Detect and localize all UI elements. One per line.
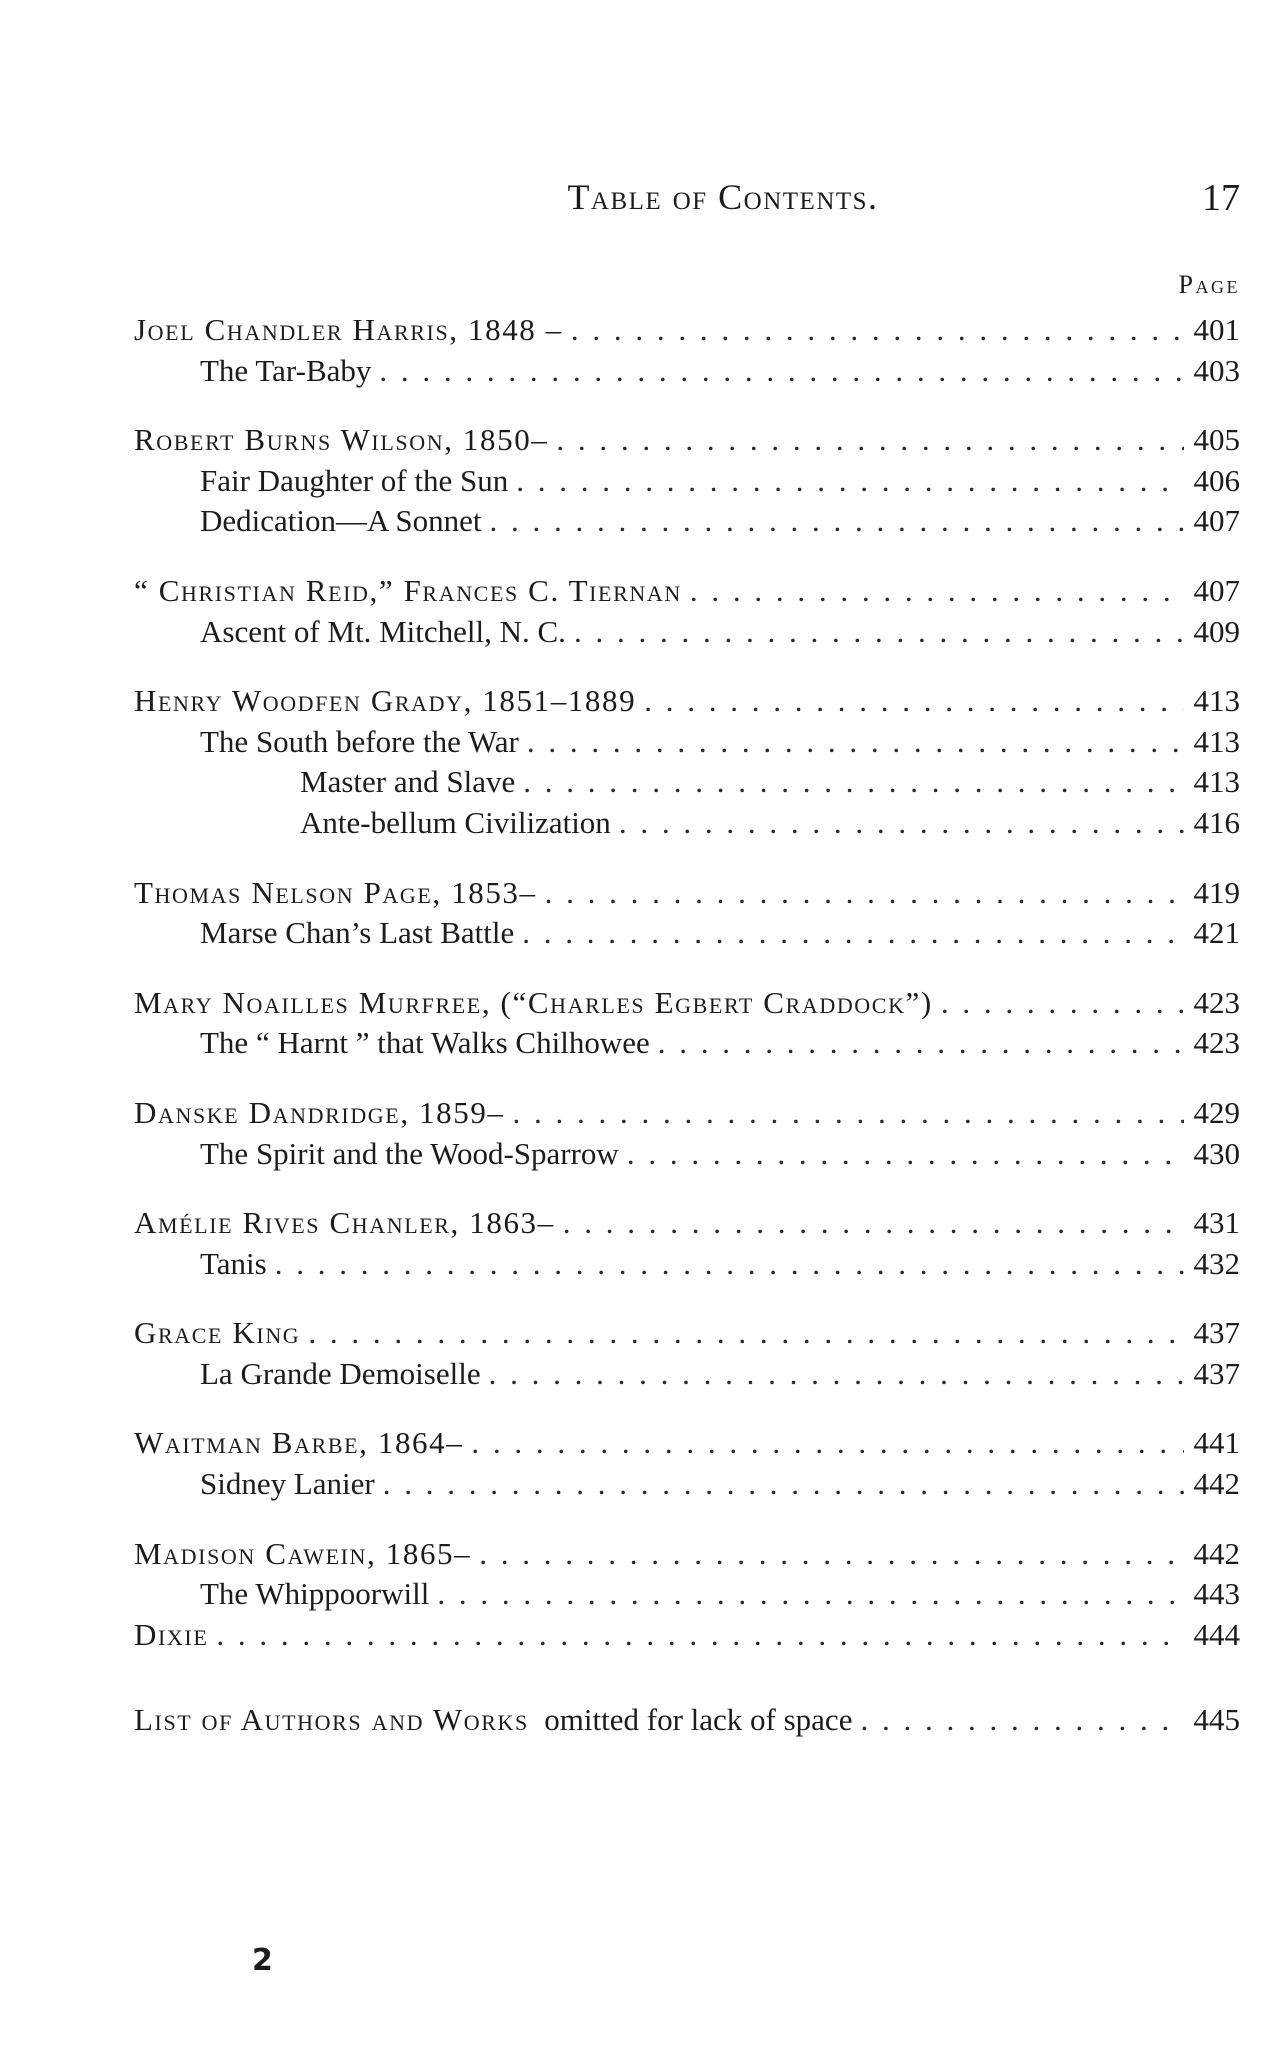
toc-author-line: [134, 873, 1240, 914]
dot-leader: [548, 420, 1184, 461]
page-ref: 444: [1193, 1616, 1240, 1652]
toc-work-line: [134, 803, 1240, 844]
dot-leader: [267, 1244, 1184, 1285]
toc-work-line: [134, 1574, 1240, 1615]
entry-text: Joel Chandler Harris, 1848 –: [134, 312, 563, 347]
toc-author-line: [134, 420, 1240, 461]
entry-text: Madison Cawein, 1865–: [134, 1535, 472, 1571]
toc-author-line: [134, 1534, 1240, 1575]
running-title-text: Table of Contents.: [567, 177, 879, 217]
toc-author-group: [134, 873, 1240, 954]
final-entry-note: omitted for lack of space: [544, 1702, 853, 1737]
toc-author-group: [134, 1313, 1240, 1394]
toc-work-line: [134, 461, 1240, 502]
toc-author-line: [134, 571, 1240, 612]
page-ref: 430: [1193, 1135, 1240, 1171]
page-ref: 406: [1193, 462, 1240, 498]
toc-author-group: [134, 571, 1240, 652]
entry-text: Ascent of Mt. Mitchell, N. C.: [200, 613, 566, 649]
signature-mark: 2: [252, 1943, 273, 1978]
toc-work-line: [134, 1354, 1240, 1395]
toc-work-line: [134, 913, 1240, 954]
toc-author-line: [134, 1313, 1240, 1354]
entry-text: The “ Harnt ” that Walks Chilhowee: [200, 1025, 650, 1061]
running-head: [134, 176, 1240, 226]
dot-leader: [933, 983, 1184, 1024]
toc-work-line: [134, 1134, 1240, 1175]
toc-work-line: [134, 612, 1240, 653]
page-ref: 409: [1193, 613, 1240, 649]
page-column-heading: Page: [1178, 270, 1240, 299]
dot-leader: [515, 762, 1184, 803]
dot-leader: [563, 310, 1184, 351]
toc-work-line: [134, 1244, 1240, 1285]
page-ref: 407: [1193, 572, 1240, 608]
entry-text: Henry Woodfen Grady, 1851–1889: [134, 683, 637, 719]
toc-author-group: [134, 1203, 1240, 1284]
entry-text: Mary Noailles Murfree, (“Charles Egbert Craddock”): [134, 984, 933, 1020]
entry-text: [134, 1700, 852, 1741]
page-ref: 432: [1193, 1245, 1240, 1281]
entry-text: The Spirit and the Wood-Sparrow: [200, 1135, 619, 1171]
dot-leader: [650, 1023, 1184, 1064]
entry-text: Robert Burns Wilson, 1850–: [134, 422, 549, 458]
final-entry-label: List of Authors and Works: [134, 1702, 529, 1737]
toc-author-line: [134, 1203, 1240, 1244]
dot-leader: [566, 612, 1184, 653]
toc-author-group: [134, 1615, 1240, 1656]
toc-author-group: [134, 983, 1240, 1064]
dot-leader: [482, 501, 1184, 542]
dot-leader: [300, 1313, 1184, 1354]
toc-work-line: [134, 1464, 1240, 1505]
toc-author-group: [134, 1534, 1240, 1615]
page-ref: 423: [1193, 984, 1240, 1020]
entry-text: Dixie: [134, 1616, 209, 1652]
dot-leader: [682, 571, 1184, 612]
page-ref: 407: [1193, 503, 1240, 539]
page-ref: 416: [1193, 804, 1240, 840]
toc-author-group: [134, 1093, 1240, 1174]
dot-leader: [508, 461, 1184, 502]
toc-work-line: [134, 722, 1240, 763]
toc-author-line: [134, 310, 1240, 351]
toc-author-line: [134, 1423, 1240, 1464]
page-ref: 445: [1193, 1702, 1240, 1737]
page-ref: 419: [1193, 874, 1240, 910]
dot-leader: [619, 1134, 1184, 1175]
dot-leader: [636, 681, 1184, 722]
dot-leader: [463, 1423, 1184, 1464]
entry-text: “ Christian Reid,” Frances C. Tiernan: [134, 572, 682, 608]
dot-leader: [371, 351, 1184, 392]
page-ref: 431: [1193, 1205, 1240, 1241]
toc-author-group: [134, 420, 1240, 542]
page-ref: 437: [1193, 1315, 1240, 1351]
entry-text: The Whippoorwill: [200, 1576, 430, 1612]
page-ref: 442: [1193, 1466, 1240, 1502]
toc-author-line: [134, 983, 1240, 1024]
page-ref: 405: [1193, 422, 1240, 458]
running-title: [134, 176, 1240, 218]
toc-work-line: [134, 501, 1240, 542]
toc-author-line: [134, 1093, 1240, 1134]
toc-author-group: [134, 310, 1240, 391]
dot-leader: [852, 1700, 1184, 1741]
toc-author-group: [134, 1423, 1240, 1504]
dot-leader: [537, 873, 1184, 914]
page-ref: 413: [1193, 683, 1240, 719]
toc-work-line: [134, 351, 1240, 392]
dot-leader: [611, 803, 1184, 844]
entry-text: Thomas Nelson Page, 1853–: [134, 874, 537, 910]
toc-author-group: [134, 681, 1240, 843]
page-ref: 413: [1193, 764, 1240, 800]
page-ref: 413: [1193, 723, 1240, 759]
table-of-contents: [134, 310, 1240, 1684]
entry-text: Master and Slave: [300, 764, 516, 800]
entry-text: The Tar-Baby: [200, 352, 372, 388]
entry-text: Fair Daughter of the Sun: [200, 462, 509, 498]
toc-final-entry: [134, 1700, 1240, 1741]
entry-text: Waitman Barbe, 1864–: [134, 1425, 464, 1461]
dot-leader: [519, 722, 1184, 763]
page-ref: 401: [1193, 312, 1240, 347]
dot-leader: [471, 1534, 1184, 1575]
entry-text: Sidney Lanier: [200, 1466, 375, 1502]
page-ref: 441: [1193, 1425, 1240, 1461]
toc-author-line: [134, 681, 1240, 722]
entry-text: Danske Dandridge, 1859–: [134, 1094, 505, 1130]
entry-text: The South before the War: [200, 723, 519, 759]
toc-line: [134, 1700, 1240, 1741]
page-ref: 429: [1193, 1094, 1240, 1130]
entry-text: La Grande Demoiselle: [200, 1355, 481, 1391]
page-ref: 403: [1193, 352, 1240, 388]
page-ref: 423: [1193, 1025, 1240, 1061]
page-ref: 421: [1193, 915, 1240, 951]
dot-leader: [481, 1354, 1184, 1395]
entry-text: Marse Chan’s Last Battle: [200, 915, 515, 951]
dot-leader: [429, 1574, 1184, 1615]
entry-text: Dedication—A Sonnet: [200, 503, 482, 539]
entry-text: Ante-bellum Civilization: [300, 804, 611, 840]
dot-leader: [375, 1464, 1184, 1505]
dot-leader: [505, 1093, 1184, 1134]
entry-text: Grace King: [134, 1315, 301, 1351]
page-number: 17: [1202, 177, 1240, 219]
dot-leader: [208, 1615, 1184, 1656]
entry-text: Amélie Rives Chanler, 1863–: [134, 1205, 555, 1241]
toc-work-line: [134, 1023, 1240, 1064]
toc-author-line: [134, 1615, 1240, 1656]
dot-leader: [514, 913, 1184, 954]
page-ref: 442: [1193, 1535, 1240, 1571]
dot-leader: [555, 1203, 1184, 1244]
page-ref: 443: [1193, 1576, 1240, 1612]
toc-work-line: [134, 762, 1240, 803]
page-ref: 437: [1193, 1355, 1240, 1391]
entry-text: Tanis: [200, 1245, 267, 1281]
